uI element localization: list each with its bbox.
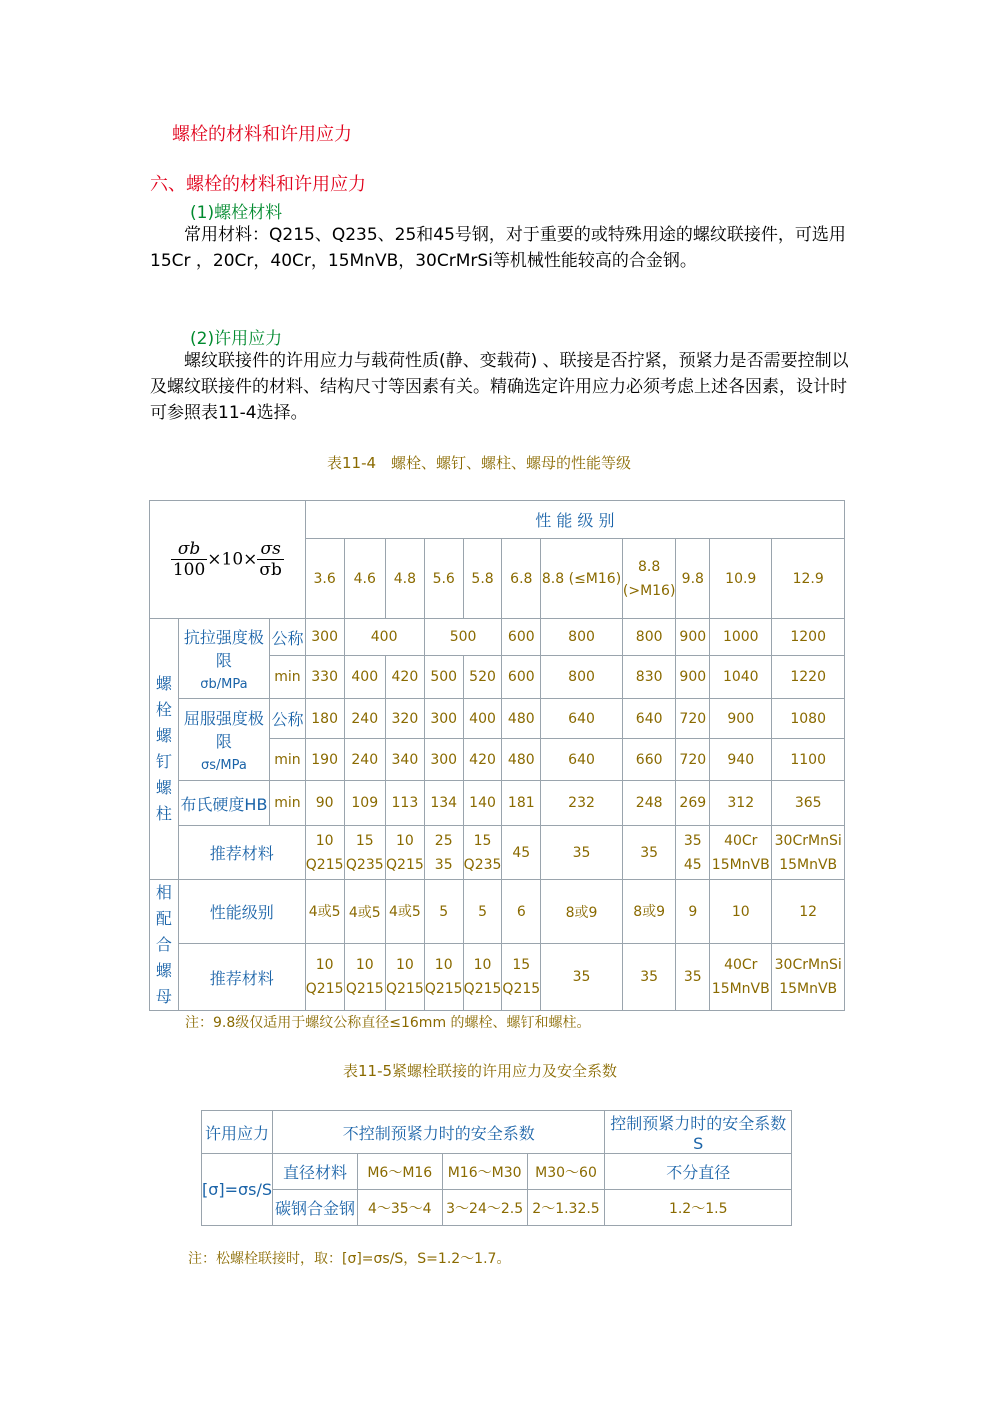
table-cell: 400 [463,699,502,739]
stress-formula: [σ]=σs/S [202,1154,273,1226]
table-cell: 90 [305,781,344,826]
table-cell: 300 [305,619,344,656]
safety-factor: 4～35～4 [357,1190,442,1226]
table-cell: 420 [386,656,425,699]
grade-header: 性 能 级 别 [305,501,844,539]
table-cell: 4或5 [344,880,386,944]
table-cell: 300 [424,739,463,781]
no-diameter-label: 不分直径 [605,1154,792,1190]
subheading-material: (1)螺栓材料 [190,203,283,223]
table-cell: 15 Q235 [344,826,386,880]
table-cell: 660 [622,739,676,781]
table-note-11-5: 注：松螺栓联接时，取：[σ]=σs/S，S=1.2～1.7。 [188,1251,511,1267]
hardness-label: 布氏硬度HB [178,781,270,826]
table-cell: 35 [622,826,676,880]
table-cell: 800 [622,619,676,656]
min-label: min [270,781,306,826]
table-cell: 900 [710,699,772,739]
table-cell: 1080 [772,699,845,739]
table-cell: 35 [676,944,710,1011]
table-cell: 10 Q215 [305,826,344,880]
table-cell: 10 Q215 [305,944,344,1011]
table-cell: 35 [622,944,676,1011]
table-cell: 240 [344,699,386,739]
formula-fraction-2: $\frac{\sigma s}{\sigma b}$ [259,539,282,580]
table-cell: 12 [772,880,845,944]
grade-cell: 8.8 (≤M16) [541,539,623,619]
table-cell: 4或5 [386,880,425,944]
yield-label-cell [178,699,270,781]
diameter-range: M16～M30 [442,1154,527,1190]
formula-operator: ×10× [207,549,258,570]
yield-unit: σs/MPa [201,758,247,773]
table-cell: 10 Q215 [344,944,386,1011]
yield-label: 屈服强度极限 [183,709,264,751]
safety-factor: 1.2～1.5 [605,1190,792,1226]
diameter-range: M6～M16 [357,1154,442,1190]
table-cell: 35 [541,826,623,880]
table-cell: 600 [502,619,541,656]
table-cell: 420 [463,739,502,781]
table-cell: 5 [463,880,502,944]
formula-cell [150,501,306,619]
group-nut-label: 相配合螺母 [150,880,179,1011]
paragraph-material: 常用材料：Q215、Q235、25和45号钢，对于重要的或特殊用途的螺纹联接件，可选用15Cr ，20Cr，40Cr，15MnVB，30CrMrSi等机械性能较高的合金钢。 [150,225,846,271]
table-cell: 640 [541,739,623,781]
subheading-stress: (2)许用应力 [190,329,283,349]
table-cell: 8或9 [541,880,623,944]
page-title: 螺栓的材料和许用应力 [172,124,352,145]
table-cell: 500 [424,619,502,656]
nominal-label: 公称 [270,699,306,739]
nut-material-label: 推荐材料 [178,944,305,1011]
table-cell: 45 [502,826,541,880]
nominal-label: 公称 [270,619,306,656]
grade-cell: 5.6 [424,539,463,619]
grade-cell: 12.9 [772,539,845,619]
grade-cell: 5.8 [463,539,502,619]
grade-cell: 8.8 (>M16) [622,539,676,619]
group-bolt-label: 螺栓 螺钉 螺柱 [150,619,179,880]
table-cell: 134 [424,781,463,826]
table-cell: 1220 [772,656,845,699]
grade-cell: 6.8 [502,539,541,619]
table-cell: 9 [676,880,710,944]
min-label: min [270,739,306,781]
table-cell: 5 [424,880,463,944]
table-cell: 109 [344,781,386,826]
grade-cell: 3.6 [305,539,344,619]
table-cell: 8或9 [622,880,676,944]
table-cell: 113 [386,781,425,826]
table-cell: 800 [541,656,623,699]
diameter-range: M30～60 [527,1154,605,1190]
table-cell: 1000 [710,619,772,656]
table-cell: 4或5 [305,880,344,944]
table-cell: 500 [424,656,463,699]
steel-label: 碳钢合金钢 [273,1190,358,1226]
table-cell: 15 Q215 [502,944,541,1011]
table-cell: 300 [424,699,463,739]
table-cell: 330 [305,656,344,699]
grade-cell: 10.9 [710,539,772,619]
table-cell: 6 [502,880,541,944]
grade-cell: 4.6 [344,539,386,619]
table-cell: 35 45 [676,826,710,880]
nut-grade-label: 性能级别 [178,880,305,944]
section-heading: 六、螺栓的材料和许用应力 [150,174,366,195]
grade-cell: 9.8 [676,539,710,619]
table-cell: 1200 [772,619,845,656]
table-cell: 10 Q215 [386,944,425,1011]
table-cell: 320 [386,699,425,739]
header-control: 控制预紧力时的安全系数S [605,1111,792,1154]
paragraph-stress: 螺纹联接件的许用应力与载荷性质(静、变载荷) 、联接是否拧紧，预紧力是否需要控制以及螺纹联接件的材料、结构尺寸等因素有关。精确选定许用应力必须考虑上述各因素，设计时可参照表11-4选择。 [150,351,849,423]
header-no-control: 不控制预紧力时的安全系数 [273,1111,605,1154]
table-cell: 30CrMnSi 15MnVB [772,826,845,880]
table-cell: 480 [502,739,541,781]
table-cell: 25 35 [424,826,463,880]
table-cell: 365 [772,781,845,826]
table-cell: 640 [622,699,676,739]
table-cell: 520 [463,656,502,699]
table-cell: 10 Q215 [463,944,502,1011]
formula-fraction-1: $\frac{\sigma b}{100}$ [172,539,206,580]
table-cell: 1040 [710,656,772,699]
safety-factor: 3～24～2.5 [442,1190,527,1226]
table-cell: 269 [676,781,710,826]
table-caption-11-5: 表11-5紧螺栓联接的许用应力及安全系数 [343,1062,618,1080]
table-cell: 830 [622,656,676,699]
table-cell: 900 [676,656,710,699]
table-cell: 190 [305,739,344,781]
table-cell: 248 [622,781,676,826]
table-cell: 480 [502,699,541,739]
table-cell: 400 [344,619,424,656]
table-cell: 800 [541,619,623,656]
table-cell: 1100 [772,739,845,781]
table-cell: 340 [386,739,425,781]
table-cell: 640 [541,699,623,739]
tensile-unit: σb/MPa [200,677,248,692]
table-cell: 600 [502,656,541,699]
header-stress: 许用应力 [202,1111,273,1154]
allowable-stress-table [201,1110,792,1226]
table-cell: 240 [344,739,386,781]
tensile-label-cell [178,619,270,699]
table-cell: 720 [676,739,710,781]
table-cell: 35 [541,944,623,1011]
table-cell: 232 [541,781,623,826]
table-cell: 40Cr 15MnVB [710,944,772,1011]
table-note-11-4: 注：9.8级仅适用于螺纹公称直径≤16mm 的螺栓、螺钉和螺柱。 [185,1015,591,1031]
table-cell: 40Cr 15MnVB [710,826,772,880]
table-cell: 312 [710,781,772,826]
table-cell: 10 [710,880,772,944]
material-label: 推荐材料 [178,826,305,880]
table-cell: 400 [344,656,386,699]
table-cell: 940 [710,739,772,781]
grade-cell: 4.8 [386,539,425,619]
diameter-material-label: 直径材料 [273,1154,358,1190]
table-cell: 30CrMnSi 15MnVB [772,944,845,1011]
table-cell: 140 [463,781,502,826]
tensile-label: 抗拉强度极限 [183,628,264,670]
table-cell: 181 [502,781,541,826]
table-cell: 15 Q235 [463,826,502,880]
table-caption-11-4: 表11-4 螺栓、螺钉、螺柱、螺母的性能等级 [327,454,632,472]
table-cell: 720 [676,699,710,739]
min-label: min [270,656,306,699]
table-cell: 10 Q215 [424,944,463,1011]
table-cell: 900 [676,619,710,656]
safety-factor: 2～1.32.5 [527,1190,605,1226]
table-cell: 180 [305,699,344,739]
table-cell: 10 Q215 [386,826,425,880]
performance-grade-table [149,500,845,1011]
